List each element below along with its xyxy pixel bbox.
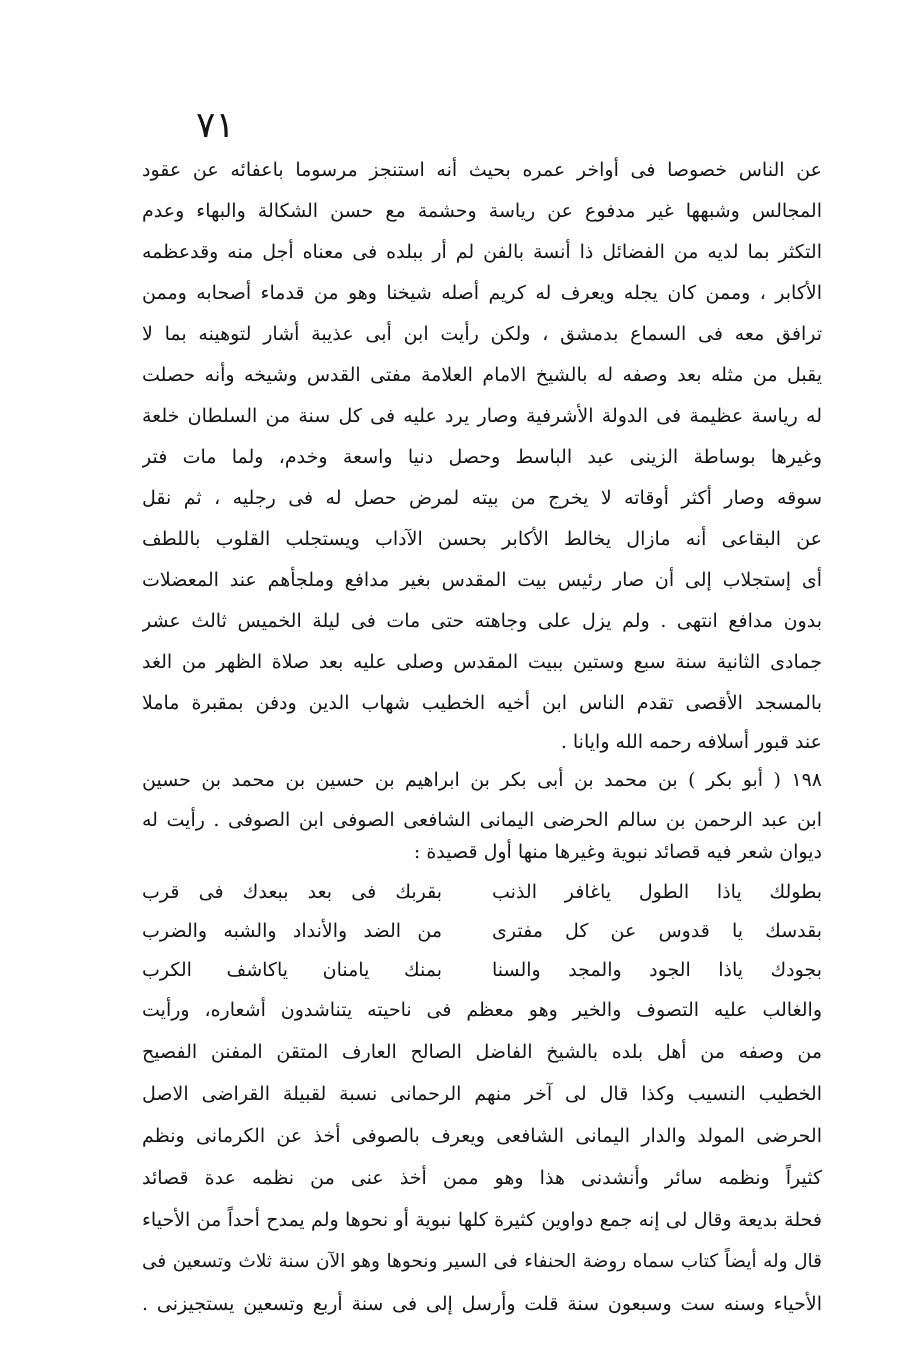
text-line: قال وله أيضاً كتاب سماه روضة الحنفاء فى السير ونحوها وهو الآن سنة ثلاث وتسعين فى (142, 1251, 822, 1272)
verse-hemistich-left: بمنك يامنان ياكاشف الكرب (142, 959, 442, 981)
text-line: والغالب عليه التصوف والخير وهو معظم فى ناحيته يتناشدون أشعاره، ورأيت (142, 999, 822, 1021)
text-line: عن الناس خصوصا فى أواخر عمره بحيث أنه استنجز مرسوما باعفائه عن عقود (142, 159, 822, 181)
poem-verse (142, 950, 822, 990)
text-line: جمادى الثانية سنة سبع وستين ببيت المقدس وصلى عليه بعد صلاة الظهر من الغد (142, 651, 822, 673)
text-line: وغيرها بوساطة الزينى عبد الباسط وحصل دنيا واسعة وخدم، ولما مات فتر (142, 446, 822, 468)
text-line: الأحياء وسنه ست وسبعون سنة قلت وأرسل إلى فى سنة أربع وتسعين يستجيزنى . (142, 1293, 822, 1315)
page-number: ٧١ (196, 105, 235, 146)
text-line: التكثر بما لديه من الفضائل ذا أنسة بالفن لم أر ببلده فى معناه أجل منه وقدعظمه (142, 241, 822, 263)
text-line: بدون مدافع انتهى . ولم يزل على وجاهته حتى مات فى ليلة الخميس ثالث عشر (142, 610, 822, 632)
text-line: ابن عبد الرحمن بن سالم الحرضى اليمانى الشافعى الصوفى ابن الصوفى . رأيت له (142, 809, 822, 831)
text-line: كثيراً ونظمه سائر وأنشدنى هذا وهو ممن أخذ عنى من نظمه عدة قصائد (142, 1167, 822, 1189)
verse-hemistich-left: من الضد والأنداد والشبه والضرب (142, 920, 442, 942)
text-line: أى إستجلاب إلى أن صار رئيس بيت المقدس بغير مدافع وملجأهم عند المعضلات (142, 569, 822, 591)
text-line: بالمسجد الأقصى تقدم الناس ابن أخيه الخطيب شهاب الدين ودفن بمقبرة ماملا (142, 692, 822, 714)
text-line: الأكابر ، وممن كان يجله ويعرف له كريم أصله شيخنا وهو من قدماء أصحابه وممن (142, 282, 822, 304)
text-line: عن البقاعى أنه مازال يخالط الأكابر بحسن الآداب ويستجلب القلوب باللطف (142, 528, 822, 550)
poem-verse (142, 911, 822, 951)
text-line: له رياسة عظيمة فى الدولة الأشرفية وصار يرد عليه فى كل سنة من السلطان خلعة (142, 405, 822, 427)
text-line: سوقه وصار أكثر أوقاته لا يخرج من بيته لمرض حصل له فى رجليه ، ثم نقل (142, 487, 822, 509)
verse-hemistich-right: بقدسك يا قدوس عن كل مفترى (492, 920, 822, 942)
poem-verse (142, 872, 822, 912)
entry-heading-line: ١٩٨ ( أبو بكر ) بن محمد بن أبى بكر بن ابراهيم بن حسين بن محمد بن حسين (142, 769, 822, 791)
text-line: يقبل من مثله بعد وصفه له بالشيخ الامام العلامة مفتى القدس وشيخه وأنه حصلت (142, 364, 822, 386)
text-line: من وصفه من أهل بلده بالشيخ الفاضل الصالح العارف المتقن المفنن الفصيح (142, 1041, 822, 1063)
text-line: الخطيب النسيب وكذا قال لى آخر منهم الرحمانى نسبة لقبيلة القراضى الاصل (142, 1083, 822, 1105)
text-line: فحلة بديعة وقال لى إنه جمع دواوين كثيرة كلها نبوية أو نحوها ولم يمدح أحداً من الأحياء (142, 1209, 822, 1231)
verse-hemistich-left: بقربك فى بعد ببعدك فى قرب (142, 881, 442, 903)
verse-hemistich-right: بطولك ياذا الطول ياغافر الذنب (492, 881, 822, 903)
text-line: ديوان شعر فيه قصائد نبوية وغيرها منها أول قصيدة : (413, 841, 822, 863)
text-line: المجالس وشبهها غير مدفوع عن رياسة وحشمة مع حسن الشكالة والبهاء وعدم (142, 200, 822, 222)
text-line: الحرضى المولد والدار اليمانى الشافعى ويعرف بالصوفى أخذ عن الكرمانى ونظم (142, 1125, 822, 1147)
text-line: عند قبور أسلافه رحمه الله وايانا . (560, 731, 822, 753)
verse-hemistich-right: بجودك ياذا الجود والمجد والسنا (492, 959, 822, 981)
text-line: ترافق معه فى السماع بدمشق ، ولكن رأيت ابن أبى عذيبة أشار لتوهينه بما لا (142, 323, 822, 345)
